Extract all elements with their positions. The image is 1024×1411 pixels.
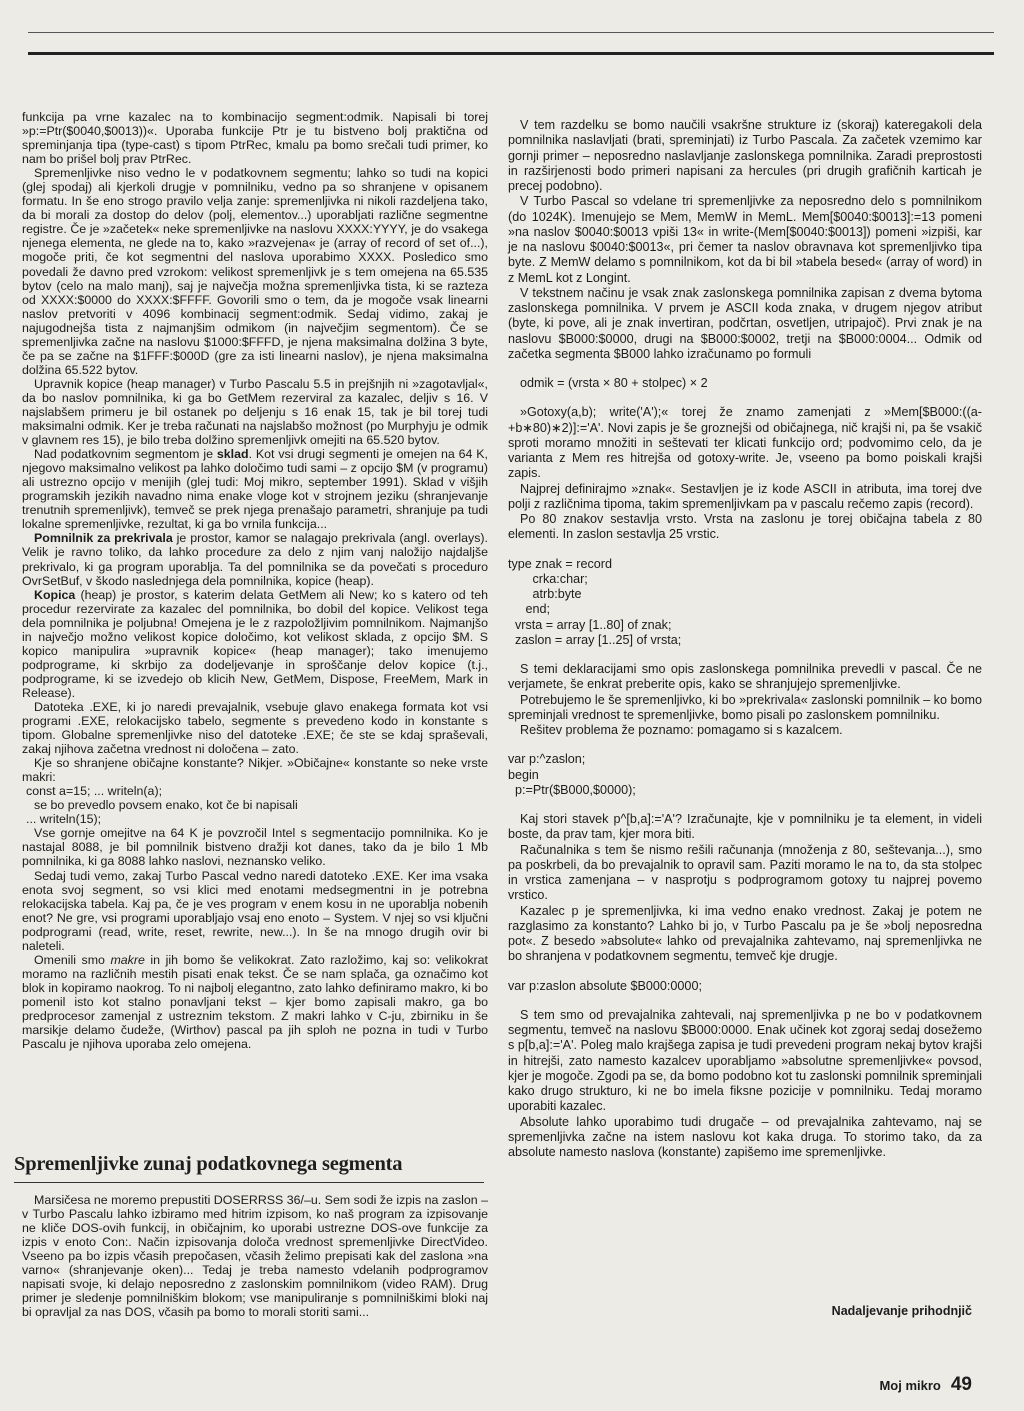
paragraph: V tem razdelku se bomo naučili vsakršne strukture iz (skoraj) kateregakoli dela pomnilnika naslavljati (brati, spreminjati) iz Turbo Pascala. Za začetek vzemimo kar gornji primer – neposredno naslavljanje zaslonskega pomnilnika. Zaradi preprostosti in razširjenosti bodo primeri napisani za hercules (pri drugih grafičnih karticah je precej podobno). [508,118,982,193]
code-pointer-example: var p:^zaslon; begin p:=Ptr($B000,$0000); [508,752,636,797]
paragraph [22,953,488,1051]
paragraph: Rešitev problema že poznamo: pomagamo si s kazalcem. [520,723,843,737]
text: in jih bomo še velikokrat. Zato razložimo, kaj so: velikokrat moramo na različnih mestih pisati enak tekst. Če se nam splača, ga označimo kot blok in kopiramo naokrog. To ni najbolj elegantno, zato lahko definiramo makro, ki bo pomenil isto kot stalno ponavljani tekst – kjer bomo zapisali makro, ga bo predprocesor zamenjal z ustreznim tekstom. Z makri lahko v C-ju, zbirniku in še marsikje delamo čudeže, (Wirthov) pascal pa jih sploh ne pozna in tudi v Turbo Pascalu je njihova uporaba zelo omejena. [22,952,489,1052]
continued-note: Nadaljevanje prihodnjič [831,1304,972,1318]
term-overlay-memory: Pomnilnik za prekrivala [34,531,173,546]
paragraph: Absolute lahko uporabimo tudi drugače – od prevajalnika zahtevamo, naj se spremenljivka začne na istem naslovu kot kaka druga. To storimo tako, da za absolute namesto naslova (konstante) zapišemo ime spremenljivke. [508,1114,982,1159]
code-example: const a=15; ... writeln(a); [26,784,163,799]
page-number: 49 [950,1374,972,1395]
paragraph: Upravnik kopice (heap manager) v Turbo Pascalu 5.5 in prejšnjih ni »zagotavljal«, da bo naslov pomnilnika, ki ga bo GetMem rezerviral za kazalec, deljiv s 16. V najslabšem primeru je bil ostanek po deljenju s 16 enak 15, tak je bil torej tudi maksimalni odmik. Ker je treba računati na najslabšo možnost (po Murphyju je odmik v glavnem res 15), je bilo treba dolžino spremenljivk omejiti na 65.520 bytov. [22,376,488,448]
left-column [22,110,488,1051]
paragraph: Kazalec p je spremenljivka, ki ima vedno enako vrednost. Zakaj je potem ne razglasimo za konstanto? Lahko bi jo, v Turbo Pascalu pa je še »bolj neposredna pot«. Z besedo »absolute« lahko od prevajalnika zahtevamo, naj spremenljivka ne bo shranjena v podatkovnem segmentu, temveč kje drugje. [508,903,982,964]
code-formula: odmik = (vrsta × 80 + stolpec) × 2 [520,376,708,390]
paragraph: Sedaj tudi vemo, zakaj Turbo Pascal vedno naredi datoteko .EXE. Ker ima vsaka enota svoj segment, so vsi klici med enotami medsegmentni in je potrebna relokacijska tabela. Kaj pa, če je ves program v enem kosu in ne uporablja nobenih enot? Ne gre, vsi programi uporabljajo vsaj eno enoto – System. V njej so vsi ključni podprogrami (read, write, reset, rewrite, new...). In še na mnogo drugih ovir bi naleteli. [22,868,488,953]
paragraph: Spremenljivke niso vedno le v podatkovnem segmentu; lahko so tudi na kopici (glej spodaj) ali kjerkoli drugje v pomnilniku, vedno pa so shranjene v opisanem formatu. In še eno strogo pravilo velja zanje: spremenljivka ni nikoli razdeljena tako, da bi morali za dostop do delov (polj, elementov...) uporabljati različne segmentne registre. Če je »začetek« neke spremenljivke na naslovu XXXX:YYYY, je do vsakega njenega elementa, ne glede na to, kako »razvejena« je (array of record of set of...), mogoče priti, če kot segmentni del naslova uporabimo XXXX. Posledico smo povedali že davno pred vzrokom: velikost spremenljivk je s tem omejena na 65.535 bytov (celo na malo manj), saj je največja možna spremenljivka tista, ki se razteza od XXXX:$0000 do XXXX:$FFFF. Govorili smo o tem, da je mogoče vsak linearni naslov pretvoriti v 4096 kombinacij segment:odmik. Sedaj vidimo, zakaj je najugodnejša tista z najmanjšim odmikom (in največjim segmentom). Če se spremenljivka začne na naslovu $1000:$FFFD, je njena maksimalna dolžina 3 byte, če pa se začne na $1FFF:$000D (gre za isti linearni naslov), je njena maksimalna dolžina 65.522 bytov. [22,166,488,377]
paragraph: Računalnika s tem še nismo rešili računanja (množenja z 80, seštevanja...), smo pa poskrbeli, da bo prevajalnik to opravil sam. Paziti moramo le na to, da sta stolpec in vrstica zamenjana – v nasprotju s podprogramom gotoxy tu najprej povemo vrstico. [508,842,982,903]
section-heading-rule [14,1182,484,1183]
right-column [508,118,982,1160]
paragraph: Najprej definirajmo »znak«. Sestavljen je iz kode ASCII in atributa, ima torej dve polji z različnima tipoma, takim spremenljivkam pa v pascalu rečemo zapis (record). [508,481,982,511]
paragraph: Marsičesa ne moremo prepustiti DOSERRSS 36/–u. Sem sodi že izpis na zaslon – v Turbo Pascalu lahko izbiramo med hitrim izpisom, ko naš program za izpisovanje ne kliče DOS-ovih funkcij, in običajnim, ko uporabi ustrezne DOS-ove funkcije za izpis v enoto Con:. Način izpisovanja določa vrednost spremenljivke DirectVideo. Vseeno pa bo izpis včasih prepočasen, včasih želimo prepisati kak del zaslona »na varno« (shranjevanje oken)... Tedaj je treba namesto vdelanih podprogramov napisati svoje, ki delajo neposredno z zaslonskim pomnilnikom (video RAM). Drug primer je sledenje pomnilniškim blokom; vse manipuliranje s pomnilniškimi bloki naj bi opravljal za nas DOS, včasih pa bomo to morali storiti sami... [22,1193,488,1320]
section-heading: Spremenljivke zunaj podatkovnega segmenta [14,1153,403,1175]
text: je prostor, kamor se nalagajo prekrivala (angl. overlays). Velik je ravno toliko, da lahko procedure za delo z njim vanj naložijo najdaljše prekrivalo, ki ga program uporablja. Ta del pomnilnika se da povečati s proceduro OvrSetBuf, v škodo naslednjega dela pomnilnika, kopice (heap). [22,531,488,588]
paragraph: V tekstnem načinu je vsak znak zaslonskega pomnilnika zapisan z dvema bytoma zaslonskega pomnilnika. V prvem je ASCII koda znaka, v drugem njegov atribut (byte, ki pove, ali je znak invertiran, podčrtan, osvetljen, utripajoč). Prvi znak je na naslovu $B000:$0000, drugi na $B000:$0002, tretji na $B000:0004... Odmik od začetka segmenta $B000 lahko izračunamo po formuli [508,285,982,361]
paragraph: se bo prevedlo povsem enako, kot če bi napisali [34,798,298,813]
paragraph: Potrebujemo le še spremenljivko, ki bo »prekrivala« zaslonski pomnilnik – ko bomo spreminjali vrednost te spremenljivke, bomo pisali po zaslonskem pomnilniku. [508,692,982,722]
term-stack: sklad [216,447,249,462]
text: . Kot vsi drugi segmenti je omejen na 64 K, njegovo maksimalno velikost pa lahko določimo tudi sami – z opcijo $M (v programu) ali ustrezno opcijo v menijih (glej tudi: Moj mikro, september 1991). Sklad v višjih programskih jezikih navadno nima enake vloge kot v strojnem jeziku (shranjevanje trenutnih spremenljivk), temveč se prek njega prenašajo parametri, shranjuje pa tudi lokalne spremenljivke, rezultat, ki ga bo vrnila funkcija... [22,447,488,532]
paragraph: S temi deklaracijami smo opis zaslonskega pomnilnika prevedli v pascal. Če ne verjamete, še enkrat preberite opis, kako se shranjujejo spremenljivke. [508,662,982,692]
paragraph: S tem smo od prevajalnika zahtevali, naj spremenljivka p ne bo v podatkovnem segmentu, temveč na naslovu $B000:0000. Enak učinek kot zgoraj sedaj dosežemo s p[b,a]:='A'. Poleg malo krajšega zapisa je tudi prevedeni program nekaj bytov krajši in hitrejši, zato namesto kazalcev uporabljamo »absolutne spremenljivke« povsod, kjer je mogoče. Zgodi pa se, da bomo podobno kot tu zaslonski pomnilnik spreminjali kako drugo strukturo, ki ne bo imela fiksne pozicije v pomnilniku. Tedaj moramo uporabiti kazalec. [508,1007,982,1114]
code-type-declaration: type znak = record crka:char; atrb:byte end; vrsta = array [1..80] of znak; zaslon = array [1..25] of vrsta; [508,556,682,647]
term-heap: Kopica [34,587,76,602]
text: Omenili smo [34,952,111,967]
paragraph: Kje so shranjene običajne konstante? Nikjer. »Običajne« konstante so neke vrste makri: [22,756,488,785]
page-folio [879,1374,972,1396]
paragraph [22,531,488,587]
paragraph [22,447,488,531]
code-example: ... writeln(15); [26,812,102,827]
header-rule [28,52,994,55]
section-body [22,1193,488,1319]
paragraph: funkcija pa vrne kazalec na to kombinacijo segment:odmik. Napisali bi torej »p:=Ptr($0040,$0013))«. Uporaba funkcije Ptr je tu bistveno bolj praktična od spreminjanja tipa (type-cast) s tipom PtrRec, kmalu pa bomo srečali tudi primer, ko nam bo prišel bolj prav PtrRec. [22,110,488,167]
paragraph: Kaj stori stavek p^[b,a]:='A'? Izračunajte, kje v pomnilniku je ta element, in videli boste, da prav tam, kjer mora biti. [508,812,982,842]
paragraph: Po 80 znakov sestavlja vrsto. Vrsta na zaslonu je torej običajna tabela z 80 elementi. In zaslon sestavlja 25 vrstic. [508,512,982,542]
paragraph: Vse gornje omejitve na 64 K je povzročil Intel s segmentacijo pomnilnika. Ko je nastajal 8088, je bil pomnilnik bistveno dražji kot danes, tako da je bilo 1 Mb pomnilnika, ki ga 8088 lahko naslovi, neznansko veliko. [22,826,488,869]
paragraph [22,588,488,700]
text: Nad podatkovnim segmentom je [34,447,217,462]
code-absolute-example: var p:zaslon absolute $B000:0000; [508,978,702,993]
term-macros: makre [110,952,145,967]
paragraph: Datoteka .EXE, ki jo naredi prevajalnik, vsebuje glavo enakega formata kot vsi programi .EXE, relokacijsko tabelo, segmente s prevedeno kodo in konstante s tipom. Globalne spremenljivke niso del datoteke .EXE; če ste se kdaj spraševali, zakaj njihova začetna vrednost ni določena – zato. [22,699,488,757]
magazine-name: Moj mikro [879,1378,941,1393]
text: (heap) je prostor, s katerim delata GetMem ali New; ko s katero od teh procedur rezervirate za kazalec del pomnilnika, bo dobil del kopice. Velikost tega dela pomnilnika je poljubna! Omejena je le z razpoložljivim pomnilnikom. Najmanjšo in največjo možno velikost kopice določimo, kot velikost sklada, z opcijo $M. S kopico manipulira »upravnik kopice« (heap manager); tako imenujemo podprograme, ki skrbijo za dodeljevanje in sproščanje delov kopice (t.j., podprograme, ki se izvedejo ob klicih New, GetMem, Dispose, FreeMem, Mark in Release). [22,587,488,700]
paragraph: V Turbo Pascal so vdelane tri spremenljivke za neposredno delo s pomnilnikom (do 1024K). Imenujejo se Mem, MemW in MemL. Mem[$0040:$0013]:=13 pomeni »na naslov $0040:$0013 vpiši 13« in write-(Mem[$0040:$0013]) pomeni »izpiši, kar je na naslovu $0040:$0013«, pri čemer ta naslov obravnava kot spremenljivko tipa byte. Z MemW delamo s pomnilnikom, kot da bi bil »tabela besed« (array of word) in z MemL kot z Longint. [508,194,982,285]
paragraph: »Gotoxy(a,b); write('A');« torej že znamo zamenjati z »Mem[$B000:((a-+b∗80)∗2)]:='A'. Novi zapis je še groznejši od običajnega, nič krajši ni, pa še vsakič sproti moramo množiti in seštevati ter klicati funkcijo ord; podvomimo celo, da je varianta z Mem res hitrejša od gotoxy-write. Je, vseeno pa bomo poiskali krajši zapis. [508,405,982,481]
top-rule [28,32,994,33]
